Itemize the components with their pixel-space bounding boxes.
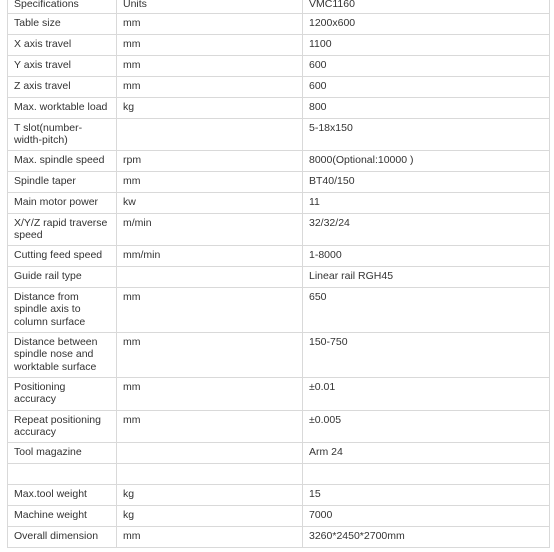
- specifications-table: [7, 0, 550, 548]
- spec-value-cell: 32/32/24: [303, 214, 550, 246]
- spec-value-cell: 11: [303, 193, 550, 214]
- table-row: [8, 378, 550, 411]
- table-row: [8, 14, 550, 35]
- spec-name-cell: Machine weight: [8, 506, 117, 527]
- spec-value-cell: 150-750: [303, 333, 550, 378]
- table-row: [8, 35, 550, 56]
- spec-unit-cell: [117, 443, 303, 464]
- table-row: [8, 506, 550, 527]
- spec-value-cell: 15: [303, 485, 550, 506]
- table-row: [8, 485, 550, 506]
- spec-value-cell: 800: [303, 98, 550, 119]
- spec-value-cell: 600: [303, 77, 550, 98]
- table-row: [8, 172, 550, 193]
- spec-unit-cell: mm: [117, 288, 303, 333]
- spec-name-cell: Overall dimension: [8, 527, 117, 548]
- spec-name-cell: Positioning accuracy: [8, 378, 117, 411]
- spec-value-cell: 8000(Optional:10000 ): [303, 151, 550, 172]
- table-row: [8, 56, 550, 77]
- spec-unit-cell: mm: [117, 35, 303, 56]
- table-row: [8, 527, 550, 548]
- spec-unit-cell: mm: [117, 14, 303, 35]
- spec-name-cell: Distance from spindle axis to column surface: [8, 288, 117, 333]
- table-row: [8, 267, 550, 288]
- spec-unit-cell: rpm: [117, 151, 303, 172]
- table-row: [8, 443, 550, 464]
- table-row: [8, 193, 550, 214]
- spec-value-cell: ±0.01: [303, 378, 550, 411]
- table-row: [8, 214, 550, 246]
- spec-unit-cell: [117, 267, 303, 288]
- spec-name-cell: Max.tool weight: [8, 485, 117, 506]
- spec-unit-cell: mm: [117, 56, 303, 77]
- spec-name-cell: Max. spindle speed: [8, 151, 117, 172]
- spec-name-cell: Cutting feed speed: [8, 246, 117, 267]
- spec-value-cell: ±0.005: [303, 411, 550, 443]
- table-row: [8, 0, 550, 14]
- spec-value-cell: 3260*2450*2700mm: [303, 527, 550, 548]
- spec-name-cell: Max. worktable load: [8, 98, 117, 119]
- spec-value-cell: 7000: [303, 506, 550, 527]
- spec-unit-cell: kg: [117, 485, 303, 506]
- spec-unit-cell: mm: [117, 378, 303, 411]
- spec-unit-cell: kw: [117, 193, 303, 214]
- spec-name-cell: X axis travel: [8, 35, 117, 56]
- table-row: [8, 98, 550, 119]
- spec-value-cell: 5-18x150: [303, 119, 550, 151]
- spec-name-cell: Y axis travel: [8, 56, 117, 77]
- spec-value-cell: 1200x600: [303, 14, 550, 35]
- spec-value-cell: BT40/150: [303, 172, 550, 193]
- spec-unit-cell: mm: [117, 333, 303, 378]
- spec-unit-cell: [117, 119, 303, 151]
- spec-unit-cell: mm: [117, 411, 303, 443]
- spec-unit-cell: kg: [117, 98, 303, 119]
- spec-name-cell: Guide rail type: [8, 267, 117, 288]
- spec-unit-cell: mm: [117, 527, 303, 548]
- table-row: [8, 119, 550, 151]
- spec-unit-cell: kg: [117, 506, 303, 527]
- table-row: [8, 151, 550, 172]
- spec-value-cell: 600: [303, 56, 550, 77]
- spec-unit-cell: Units: [117, 0, 303, 14]
- spec-value-cell: [303, 464, 550, 485]
- spec-unit-cell: mm: [117, 172, 303, 193]
- spec-value-cell: 1-8000: [303, 246, 550, 267]
- spec-name-cell: Z axis travel: [8, 77, 117, 98]
- spec-name-cell: Spindle taper: [8, 172, 117, 193]
- spec-unit-cell: [117, 464, 303, 485]
- spec-unit-cell: mm: [117, 77, 303, 98]
- spec-value-cell: 650: [303, 288, 550, 333]
- table-row: [8, 411, 550, 443]
- table-row: [8, 246, 550, 267]
- spec-name-cell: Distance between spindle nose and worktable surface: [8, 333, 117, 378]
- spec-value-cell: 1100: [303, 35, 550, 56]
- table-row: [8, 333, 550, 378]
- spec-name-cell: Tool magazine: [8, 443, 117, 464]
- spec-name-cell: [8, 464, 117, 485]
- spec-unit-cell: m/min: [117, 214, 303, 246]
- spec-unit-cell: mm/min: [117, 246, 303, 267]
- spec-value-cell: Linear rail RGH45: [303, 267, 550, 288]
- spec-name-cell: Main motor power: [8, 193, 117, 214]
- spec-value-cell: Arm 24: [303, 443, 550, 464]
- spec-name-cell: Specifications: [8, 0, 117, 14]
- spec-name-cell: T slot(number-width-pitch): [8, 119, 117, 151]
- spec-name-cell: Repeat positioning accuracy: [8, 411, 117, 443]
- table-row: [8, 464, 550, 485]
- spec-name-cell: X/Y/Z rapid traverse speed: [8, 214, 117, 246]
- spec-name-cell: Table size: [8, 14, 117, 35]
- table-row: [8, 77, 550, 98]
- table-row: [8, 288, 550, 333]
- spec-value-cell: VMC1160: [303, 0, 550, 14]
